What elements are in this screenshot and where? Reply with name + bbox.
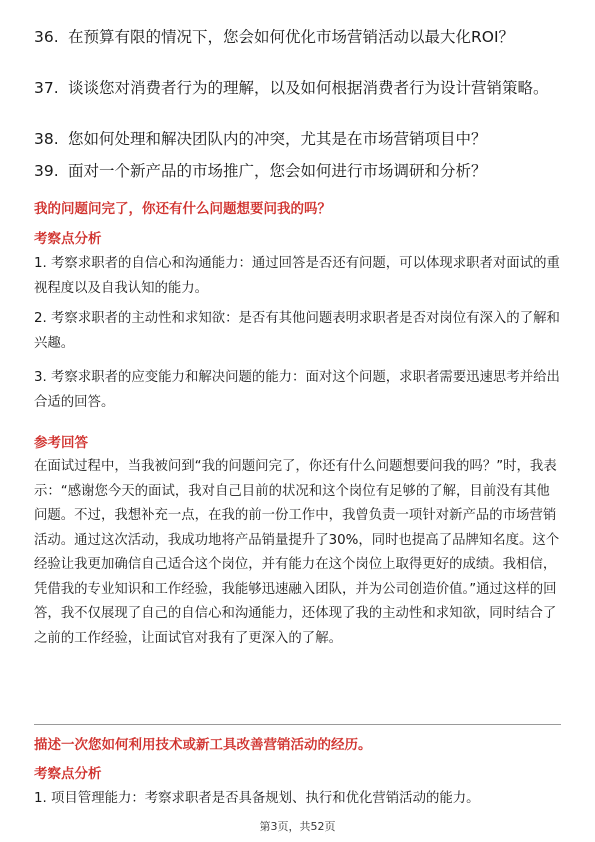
section-question-title: 描述一次您如何利用技术或新工具改善营销活动的经历。 [34,737,372,753]
question-text: 谈谈您对消费者行为的理解，以及如何根据消费者行为设计营销策略。 [68,79,549,97]
question-number: 38. [34,130,59,148]
analysis-item-1: 1. 项目管理能力：考察求职者是否具备规划、执行和优化营销活动的能力。 [34,791,480,806]
answer-heading: 参考回答 [34,435,88,451]
page-number: 第3页，共52页 [259,820,336,833]
question-number: 39. [34,162,59,180]
analysis-item-1: 1. 考察求职者的自信心和沟通能力：通过回答是否还有问题，可以体现求职者对面试的重视程度以及自我认知的能力。 [34,256,560,296]
question-text: 您如何处理和解决团队内的冲突，尤其是在市场营销项目中？ [68,130,487,148]
question-number: 36. [34,28,59,46]
section-divider [34,724,561,725]
section-question-title: 我的问题问完了，你还有什么问题想要问我的吗？ [34,201,331,217]
analysis-heading: 考察点分析 [34,231,102,247]
analysis-item-3: 3. 考察求职者的应变能力和解决问题的能力：面对这个问题，求职者需要迅速思考并给出合适的回答。 [34,370,560,410]
question-text: 在预算有限的情况下，您会如何优化市场营销活动以最大化ROI？ [68,28,515,46]
answer-paragraph: 在面试过程中，当我被问到“我的问题问完了，你还有什么问题想要问我的吗？”时，我表示：“感谢您今天的面试，我对自己目前的状况和这个岗位有足够的了解，目前没有其他问题。不过，我想补充一点，在我的前一份工作中，我曾负责一项针对新产品的市场营销活动。通过这次活动，我成功地将产品销量提升了30%，同时也提高了品牌知名度。这个经验让我更加确信自己适合这个岗位，并有能力在这个岗位上取得更好的成绩。我相信，凭借我的专业知识和工作经验，我能够迅速融入团队，并为公司创造价值。”通过这样的回答，我不仅展现了自己的自信心和沟通能力，还体现了我的主动性和求知欲，同时结合了之前的工作经验，让面试官对我有了更深入的了解。 [34,459,560,646]
question-number: 37. [34,79,59,97]
question-text: 面对一个新产品的市场推广，您会如何进行市场调研和分析？ [68,162,487,180]
analysis-heading: 考察点分析 [34,766,102,782]
analysis-item-2: 2. 考察求职者的主动性和求知欲：是否有其他问题表明求职者是否对岗位有深入的了解和兴趣。 [34,311,560,351]
